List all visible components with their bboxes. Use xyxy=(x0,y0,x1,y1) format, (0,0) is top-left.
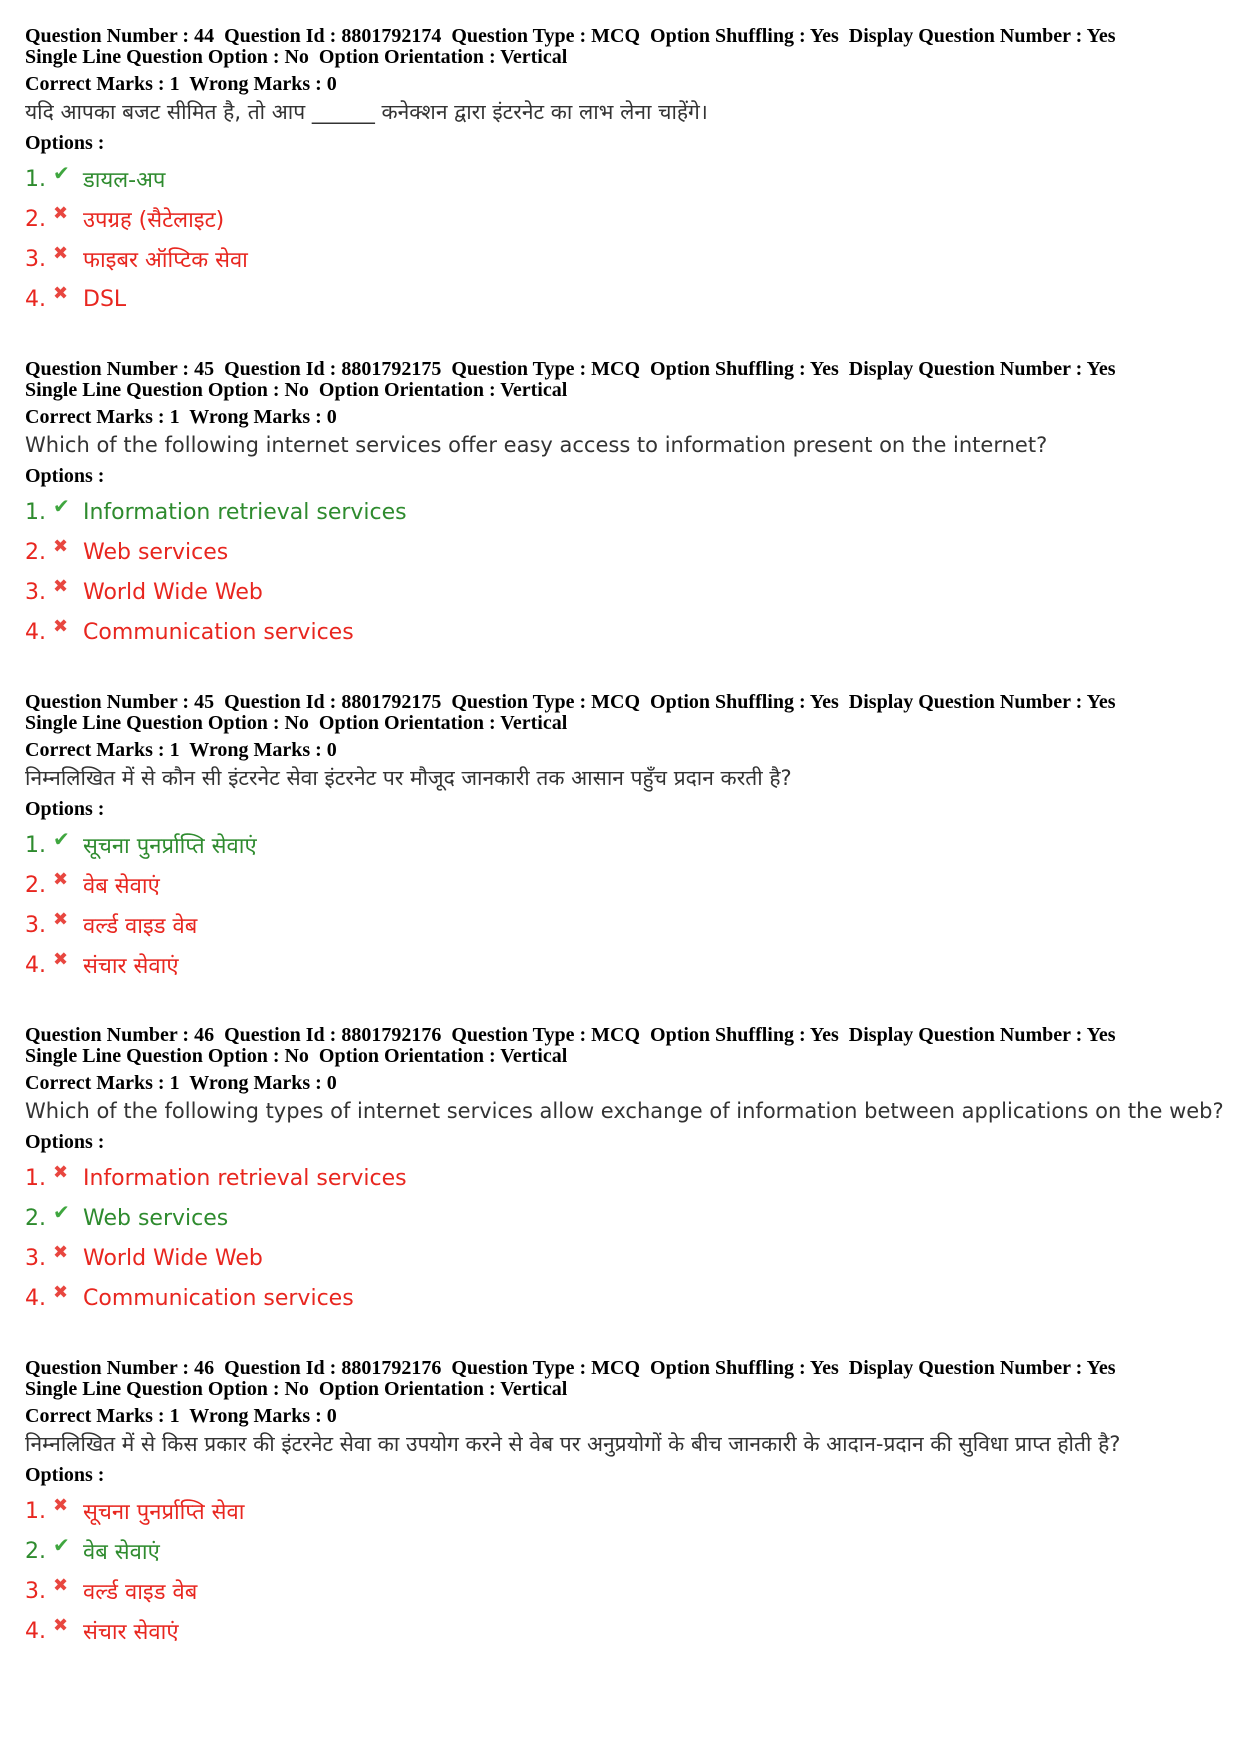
cross-icon: ✖ xyxy=(53,202,69,224)
cross-icon: ✖ xyxy=(53,1281,69,1303)
option-item xyxy=(25,1611,1225,1651)
option-text: डायल-अप xyxy=(83,168,166,193)
option-text: वर्ल्ड वाइड वेब xyxy=(83,914,198,939)
option-item xyxy=(25,1158,1225,1198)
option-number: 1. xyxy=(25,1165,46,1191)
options-label: Options : xyxy=(25,798,105,820)
option-text: वेब सेवाएं xyxy=(83,874,160,899)
cross-icon: ✖ xyxy=(53,948,69,970)
question-meta-line: Question Number : 45 Question Id : 8801792175 Question Type : MCQ Option Shuffling : Yes Display Question Number : Yes xyxy=(25,691,1116,713)
cross-icon: ✖ xyxy=(53,282,69,304)
options-label: Options : xyxy=(25,132,105,154)
option-item xyxy=(25,1491,1225,1531)
cross-icon: ✖ xyxy=(53,1574,69,1596)
option-item xyxy=(25,279,1225,319)
option-item xyxy=(25,239,1225,279)
cross-icon: ✖ xyxy=(53,908,69,930)
question-meta-line: Single Line Question Option : No Option Orientation : Vertical xyxy=(25,46,568,68)
question-block xyxy=(25,692,1225,985)
option-item xyxy=(25,612,1225,652)
question-meta-line: Single Line Question Option : No Option Orientation : Vertical xyxy=(25,1378,568,1400)
check-icon: ✔ xyxy=(53,827,70,851)
option-item xyxy=(25,1278,1225,1318)
option-number: 2. xyxy=(25,539,46,565)
question-meta-line: Single Line Question Option : No Option Orientation : Vertical xyxy=(25,1045,568,1067)
option-number: 2. xyxy=(25,1538,46,1564)
option-number: 2. xyxy=(25,872,46,898)
option-text: World Wide Web xyxy=(83,579,263,605)
option-number: 3. xyxy=(25,246,46,272)
cross-icon: ✖ xyxy=(53,615,69,637)
cross-icon: ✖ xyxy=(53,1241,69,1263)
check-icon: ✔ xyxy=(53,1533,70,1557)
option-item xyxy=(25,572,1225,612)
option-text: World Wide Web xyxy=(83,1245,263,1271)
options-label: Options : xyxy=(25,465,105,487)
option-text: Information retrieval services xyxy=(83,1165,407,1191)
question-meta-line: Question Number : 45 Question Id : 8801792175 Question Type : MCQ Option Shuffling : Yes Display Question Number : Yes xyxy=(25,358,1116,380)
option-item xyxy=(25,945,1225,985)
marks-line: Correct Marks : 1 Wrong Marks : 0 xyxy=(25,739,337,761)
cross-icon: ✖ xyxy=(53,868,69,890)
option-text: DSL xyxy=(83,286,127,312)
question-block xyxy=(25,1025,1225,1318)
option-number: 4. xyxy=(25,952,46,978)
option-item xyxy=(25,825,1225,865)
option-number: 1. xyxy=(25,499,46,525)
option-number: 1. xyxy=(25,832,46,858)
question-meta-line: Single Line Question Option : No Option Orientation : Vertical xyxy=(25,379,568,401)
marks-line: Correct Marks : 1 Wrong Marks : 0 xyxy=(25,406,337,428)
option-number: 1. xyxy=(25,166,46,192)
cross-icon: ✖ xyxy=(53,1614,69,1636)
option-text: संचार सेवाएं xyxy=(83,1620,179,1645)
option-number: 3. xyxy=(25,1245,46,1271)
options-label: Options : xyxy=(25,1464,105,1486)
cross-icon: ✖ xyxy=(53,242,69,264)
option-number: 4. xyxy=(25,619,46,645)
option-item xyxy=(25,1531,1225,1571)
check-icon: ✔ xyxy=(53,494,70,518)
option-text: वेब सेवाएं xyxy=(83,1540,160,1565)
option-number: 3. xyxy=(25,579,46,605)
option-item xyxy=(25,492,1225,532)
option-text: वर्ल्ड वाइड वेब xyxy=(83,1580,198,1605)
option-item xyxy=(25,1198,1225,1238)
marks-line: Correct Marks : 1 Wrong Marks : 0 xyxy=(25,73,337,95)
option-text: Web services xyxy=(83,539,229,565)
option-text: उपग्रह (सैटेलाइट) xyxy=(83,208,225,233)
cross-icon: ✖ xyxy=(53,575,69,597)
option-number: 2. xyxy=(25,206,46,232)
marks-line: Correct Marks : 1 Wrong Marks : 0 xyxy=(25,1405,337,1427)
option-text: Communication services xyxy=(83,619,354,645)
question-meta-line: Question Number : 46 Question Id : 8801792176 Question Type : MCQ Option Shuffling : Yes Display Question Number : Yes xyxy=(25,1357,1116,1379)
question-paper xyxy=(25,26,1225,1691)
question-meta-line: Single Line Question Option : No Option Orientation : Vertical xyxy=(25,712,568,734)
question-block xyxy=(25,26,1225,319)
option-item xyxy=(25,1238,1225,1278)
option-item xyxy=(25,865,1225,905)
question-block xyxy=(25,1358,1225,1651)
question-text: निम्नलिखित में से कौन सी इंटरनेट सेवा इंटरनेट पर मौजूद जानकारी तक आसान पहुँच प्रदान करती है? xyxy=(25,766,792,790)
option-item xyxy=(25,199,1225,239)
option-item xyxy=(25,532,1225,572)
question-text: Which of the following types of internet services allow exchange of information between applications on the web? xyxy=(25,1099,1224,1123)
cross-icon: ✖ xyxy=(53,1161,69,1183)
question-text: निम्नलिखित में से किस प्रकार की इंटरनेट सेवा का उपयोग करने से वेब पर अनुप्रयोगों के बीच जानकारी के आदान-प्रदान की सुविधा प्राप्त होती है? xyxy=(25,1432,1121,1456)
option-number: 1. xyxy=(25,1498,46,1524)
question-text: Which of the following internet services offer easy access to information present on the internet? xyxy=(25,433,1048,457)
option-number: 4. xyxy=(25,1618,46,1644)
question-block xyxy=(25,359,1225,652)
option-number: 2. xyxy=(25,1205,46,1231)
option-text: फाइबर ऑप्टिक सेवा xyxy=(83,248,248,273)
option-item xyxy=(25,1571,1225,1611)
question-text: यदि आपका बजट सीमित है, तो आप ______ कनेक्शन द्वारा इंटरनेट का लाभ लेना चाहेंगे। xyxy=(25,100,708,124)
option-text: Information retrieval services xyxy=(83,499,407,525)
option-number: 4. xyxy=(25,1285,46,1311)
option-text: सूचना पुनर्प्राप्ति सेवाएं xyxy=(83,834,257,859)
option-number: 4. xyxy=(25,286,46,312)
question-meta-line: Question Number : 46 Question Id : 8801792176 Question Type : MCQ Option Shuffling : Yes Display Question Number : Yes xyxy=(25,1024,1116,1046)
option-text: Communication services xyxy=(83,1285,354,1311)
check-icon: ✔ xyxy=(53,161,70,185)
option-text: संचार सेवाएं xyxy=(83,954,179,979)
cross-icon: ✖ xyxy=(53,535,69,557)
marks-line: Correct Marks : 1 Wrong Marks : 0 xyxy=(25,1072,337,1094)
option-text: सूचना पुनर्प्राप्ति सेवा xyxy=(83,1500,245,1525)
cross-icon: ✖ xyxy=(53,1494,69,1516)
option-number: 3. xyxy=(25,912,46,938)
options-label: Options : xyxy=(25,1131,105,1153)
option-text: Web services xyxy=(83,1205,229,1231)
option-item xyxy=(25,159,1225,199)
check-icon: ✔ xyxy=(53,1200,70,1224)
option-item xyxy=(25,905,1225,945)
option-number: 3. xyxy=(25,1578,46,1604)
question-meta-line: Question Number : 44 Question Id : 8801792174 Question Type : MCQ Option Shuffling : Yes Display Question Number : Yes xyxy=(25,25,1116,47)
